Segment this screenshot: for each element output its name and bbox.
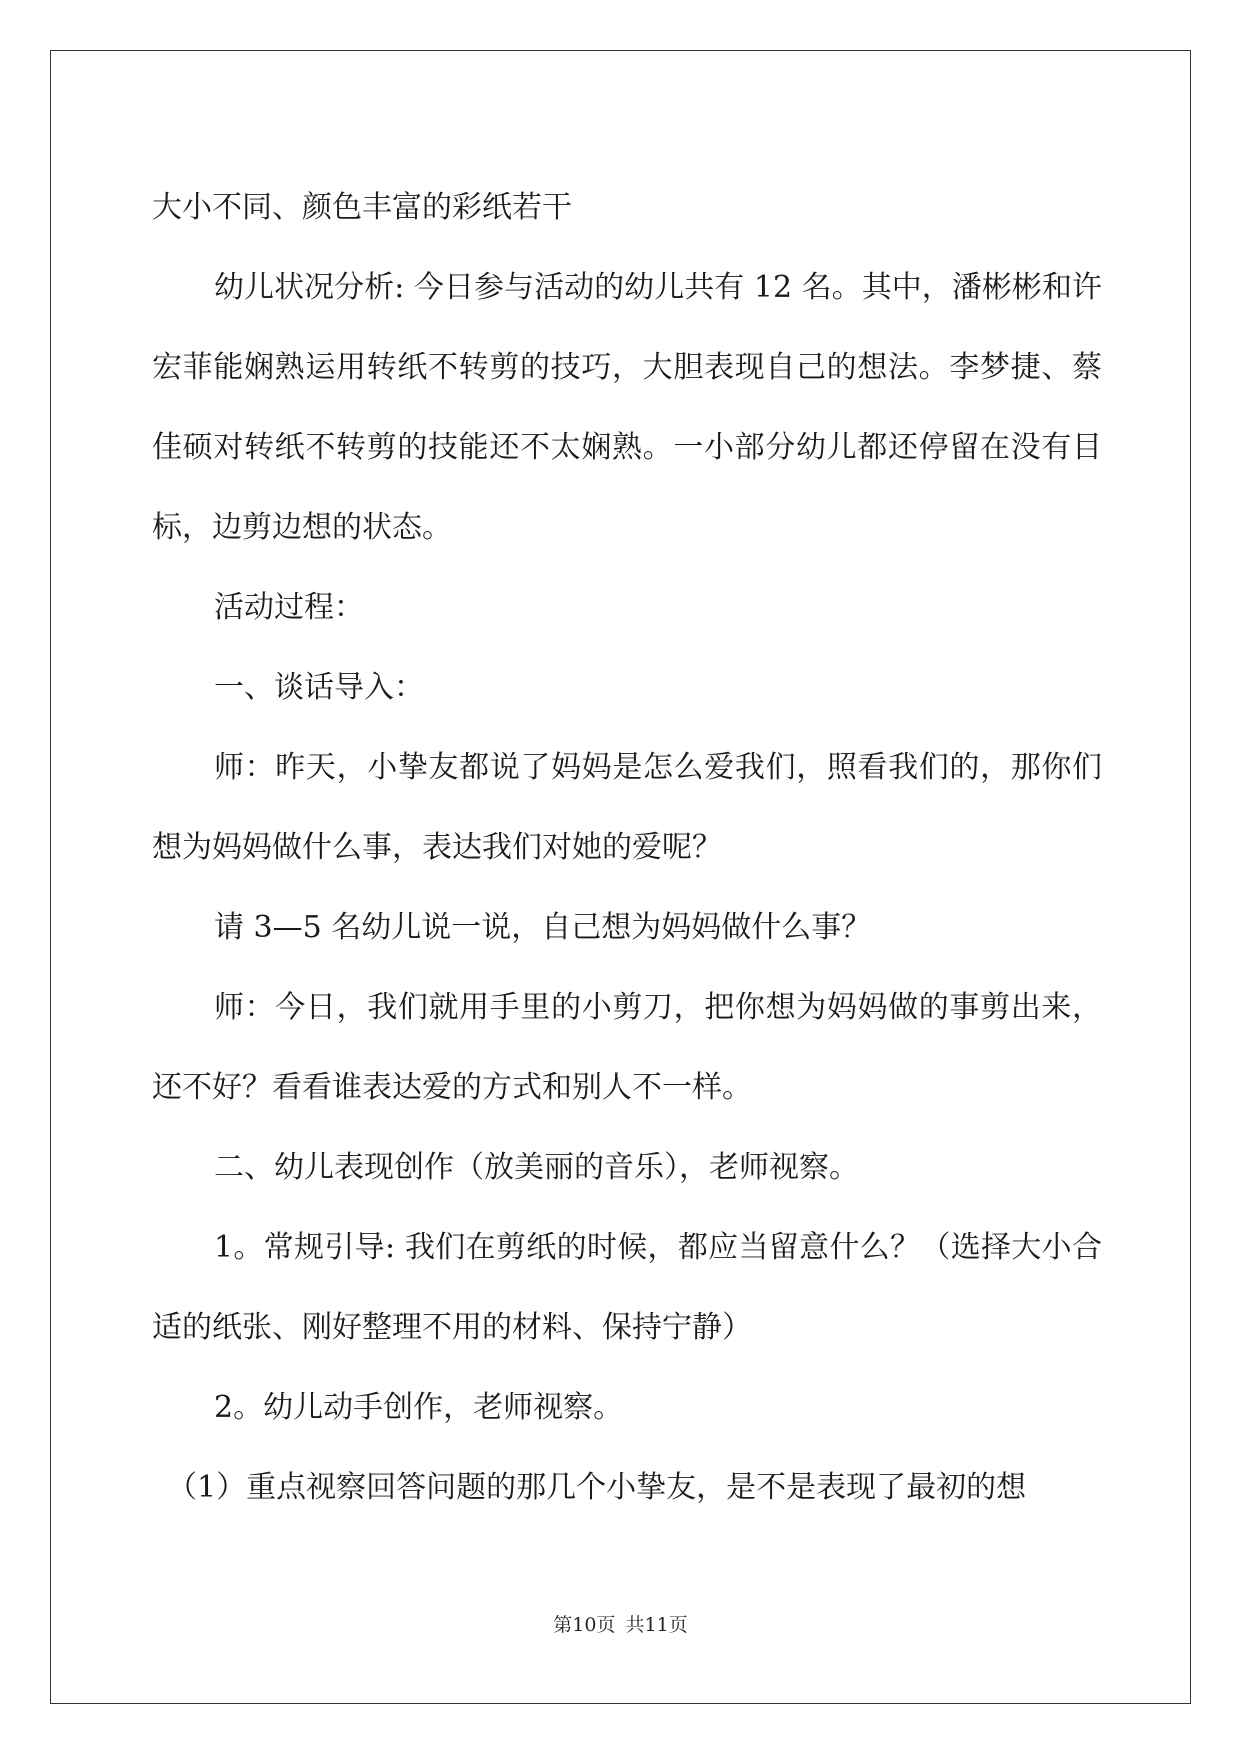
- paragraph-materials: 大小不同、颜色丰富的彩纸若干: [152, 190, 572, 225]
- paragraph-section-one: 一、谈话导入：: [214, 670, 424, 705]
- paragraph-activity-process: 活动过程：: [214, 590, 364, 625]
- page-total: 共11页: [625, 1614, 688, 1636]
- paragraph-section-two: 二、幼儿表现创作（放美丽的音乐），老师视察。: [214, 1150, 859, 1185]
- document-body: [152, 168, 1102, 1528]
- paragraph-ask-children: 请 3—5 名幼儿说一说，自己想为妈妈做什么事？: [214, 910, 872, 945]
- paragraph-child-analysis: 幼儿状况分析: 今日参与活动的幼儿共有 12 名。其中，潘彬彬和许宏菲能娴熟运用转纸不转剪的技巧，大胆表现自己的想法。李梦捷、蔡佳硕对转纸不转剪的技能还不太娴熟。一小部分幼儿都还停留在没有目标，边剪边想的状态。: [152, 270, 1102, 545]
- paragraph-teacher-today: 师：今日，我们就用手里的小剪刀，把你想为妈妈做的事剪出来，还不好？看看谁表达爱的方式和别人不一样。: [152, 990, 1102, 1105]
- page-number: 第10页: [553, 1614, 616, 1636]
- page-footer: [0, 1610, 1241, 1637]
- paragraph-step-one: 1。常规引导: 我们在剪纸的时候，都应当留意什么？（选择大小合适的纸张、刚好整理不用的材料、保持宁静）: [152, 1230, 1102, 1345]
- paragraph-teacher-yesterday: 师：昨天，小挚友都说了妈妈是怎么爱我们，照看我们的，那你们想为妈妈做什么事，表达我们对她的爱呢？: [152, 750, 1102, 865]
- paragraph-sub-one: （1）重点视察回答问题的那几个小挚友，是不是表现了最初的想: [167, 1470, 1027, 1505]
- paragraph-step-two: 2。幼儿动手创作，老师视察。: [214, 1390, 624, 1425]
